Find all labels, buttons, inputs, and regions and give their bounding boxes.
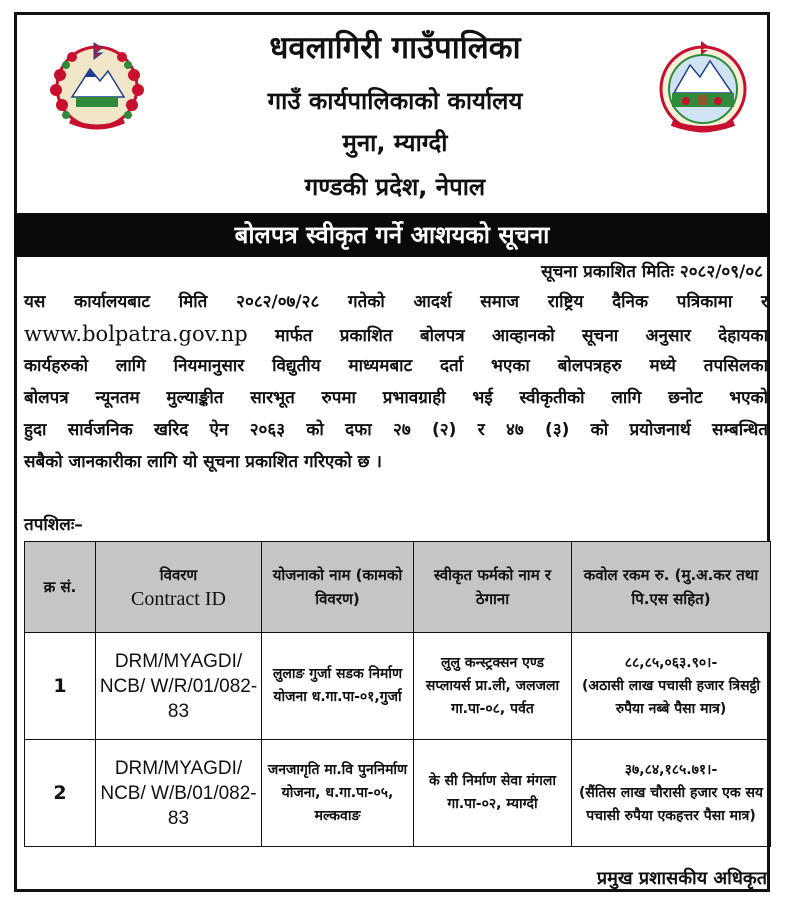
body-line: बोलपत्र न्यूनतम मुल्याङ्कीत सारभूत रुपमा प्रभावग्राही भई स्वीकृतीको लागि छनोट भएको	[24, 388, 768, 408]
cell-contract-id: DRM/MYAGDI/ NCB/ W/R/01/082-83	[96, 633, 262, 740]
table-header-row	[25, 542, 771, 633]
header-description-ne: विवरण	[159, 566, 198, 584]
signature-title: प्रमुख प्रशासकीय अधिकृत	[596, 868, 767, 889]
body-line-text: मार्फत प्रकाशित बोलपत्र आव्हानको सूचना अनुसार देहायका	[275, 326, 768, 346]
notice-body	[24, 286, 768, 478]
header-project: योजनाको नाम (कामको विवरण)	[262, 542, 414, 633]
table-row	[25, 740, 771, 847]
body-line: यस कार्यालयबाट मिति २०८२/०७/२८ गतेको आदर्श समाज राष्ट्रिय दैनिक पत्रिकामा र	[24, 292, 768, 312]
body-line	[24, 318, 768, 350]
notice-title-banner: बोलपत्र स्वीकृत गर्ने आशयको सूचना	[14, 213, 770, 257]
body-line: सबैको जानकारीका लागि यो सूचना प्रकाशित गरिएको छ ।	[24, 452, 382, 472]
cell-amount	[572, 740, 771, 847]
amount-value: ८८,८५,०६३.९०।-	[624, 654, 718, 671]
amount-words: (अठासी लाख पचासी हजार त्रिसट्ठी रुपैया नब्बे पैसा मात्र)	[581, 677, 761, 717]
office-location: मुना, म्याग्दी	[342, 129, 448, 157]
contract-table	[24, 541, 771, 847]
website-link[interactable]: www.bolpatra.gov.np	[24, 322, 248, 346]
cell-amount	[572, 633, 771, 740]
header-firm: स्वीकृत फर्मको नाम र ठेगाना	[414, 542, 572, 633]
publish-date: सूचना प्रकाशित मितिः २०८२/०९/०८	[541, 262, 763, 282]
office-name: धवलागिरी गाउँपालिका	[269, 30, 521, 66]
body-line: हुदा सार्वजनिक खरिद ऐन २०६३ को दफा २७ (२) र ४७ (३) को प्रयोजनार्थ सम्बन्धित	[24, 420, 768, 440]
cell-project: लुलाङ गुर्जा सडक निर्माण योजना ध.गा.पा-०१,गुर्जा	[262, 633, 414, 740]
header-description-en: Contract ID	[131, 588, 226, 610]
table-row	[25, 633, 771, 740]
office-province: गण्डकी प्रदेश, नेपाल	[304, 173, 486, 201]
cell-sn: 1	[25, 633, 96, 740]
header-amount: कवोल रकम रु. (मु.अ.कर तथा पि.एस सहित)	[572, 542, 771, 633]
nepal-emblem-icon	[42, 35, 152, 135]
office-subtitle: गाउँ कार्यपालिकाको कार्यालय	[267, 87, 523, 115]
header-description	[96, 542, 262, 633]
header-sn: क्र सं.	[25, 542, 96, 633]
cell-sn: 2	[25, 740, 96, 847]
cell-firm: के सी निर्माण सेवा मंगला गा.पा-०२, म्याग्दी	[414, 740, 572, 847]
amount-value: ३७,८४,१८५.७१।-	[624, 761, 718, 778]
cell-contract-id: DRM/MYAGDI/ NCB/ W/B/01/082-83	[96, 740, 262, 847]
details-label: तपशिलः–	[24, 515, 83, 535]
cell-firm: लुलु कन्स्ट्रक्सन एण्ड सप्लायर्स प्रा.ली, जलजला गा.पा-०८, पर्वत	[414, 633, 572, 740]
cell-project: जनजागृति मा.वि पुननिर्माण योजना, ध.गा.पा-०५, मल्कवाङ	[262, 740, 414, 847]
municipality-logo-icon	[648, 35, 758, 135]
body-line: कार्यहरुको लागि नियमानुसार विद्युतीय माध्यमबाट दर्ता भएका बोलपत्रहरु मध्ये तपसिलका	[24, 356, 768, 376]
amount-words: (सैंतिस लाख चौरासी हजार एक सय पचासी रुपैया एकहत्तर पैसा मात्र)	[578, 784, 764, 824]
